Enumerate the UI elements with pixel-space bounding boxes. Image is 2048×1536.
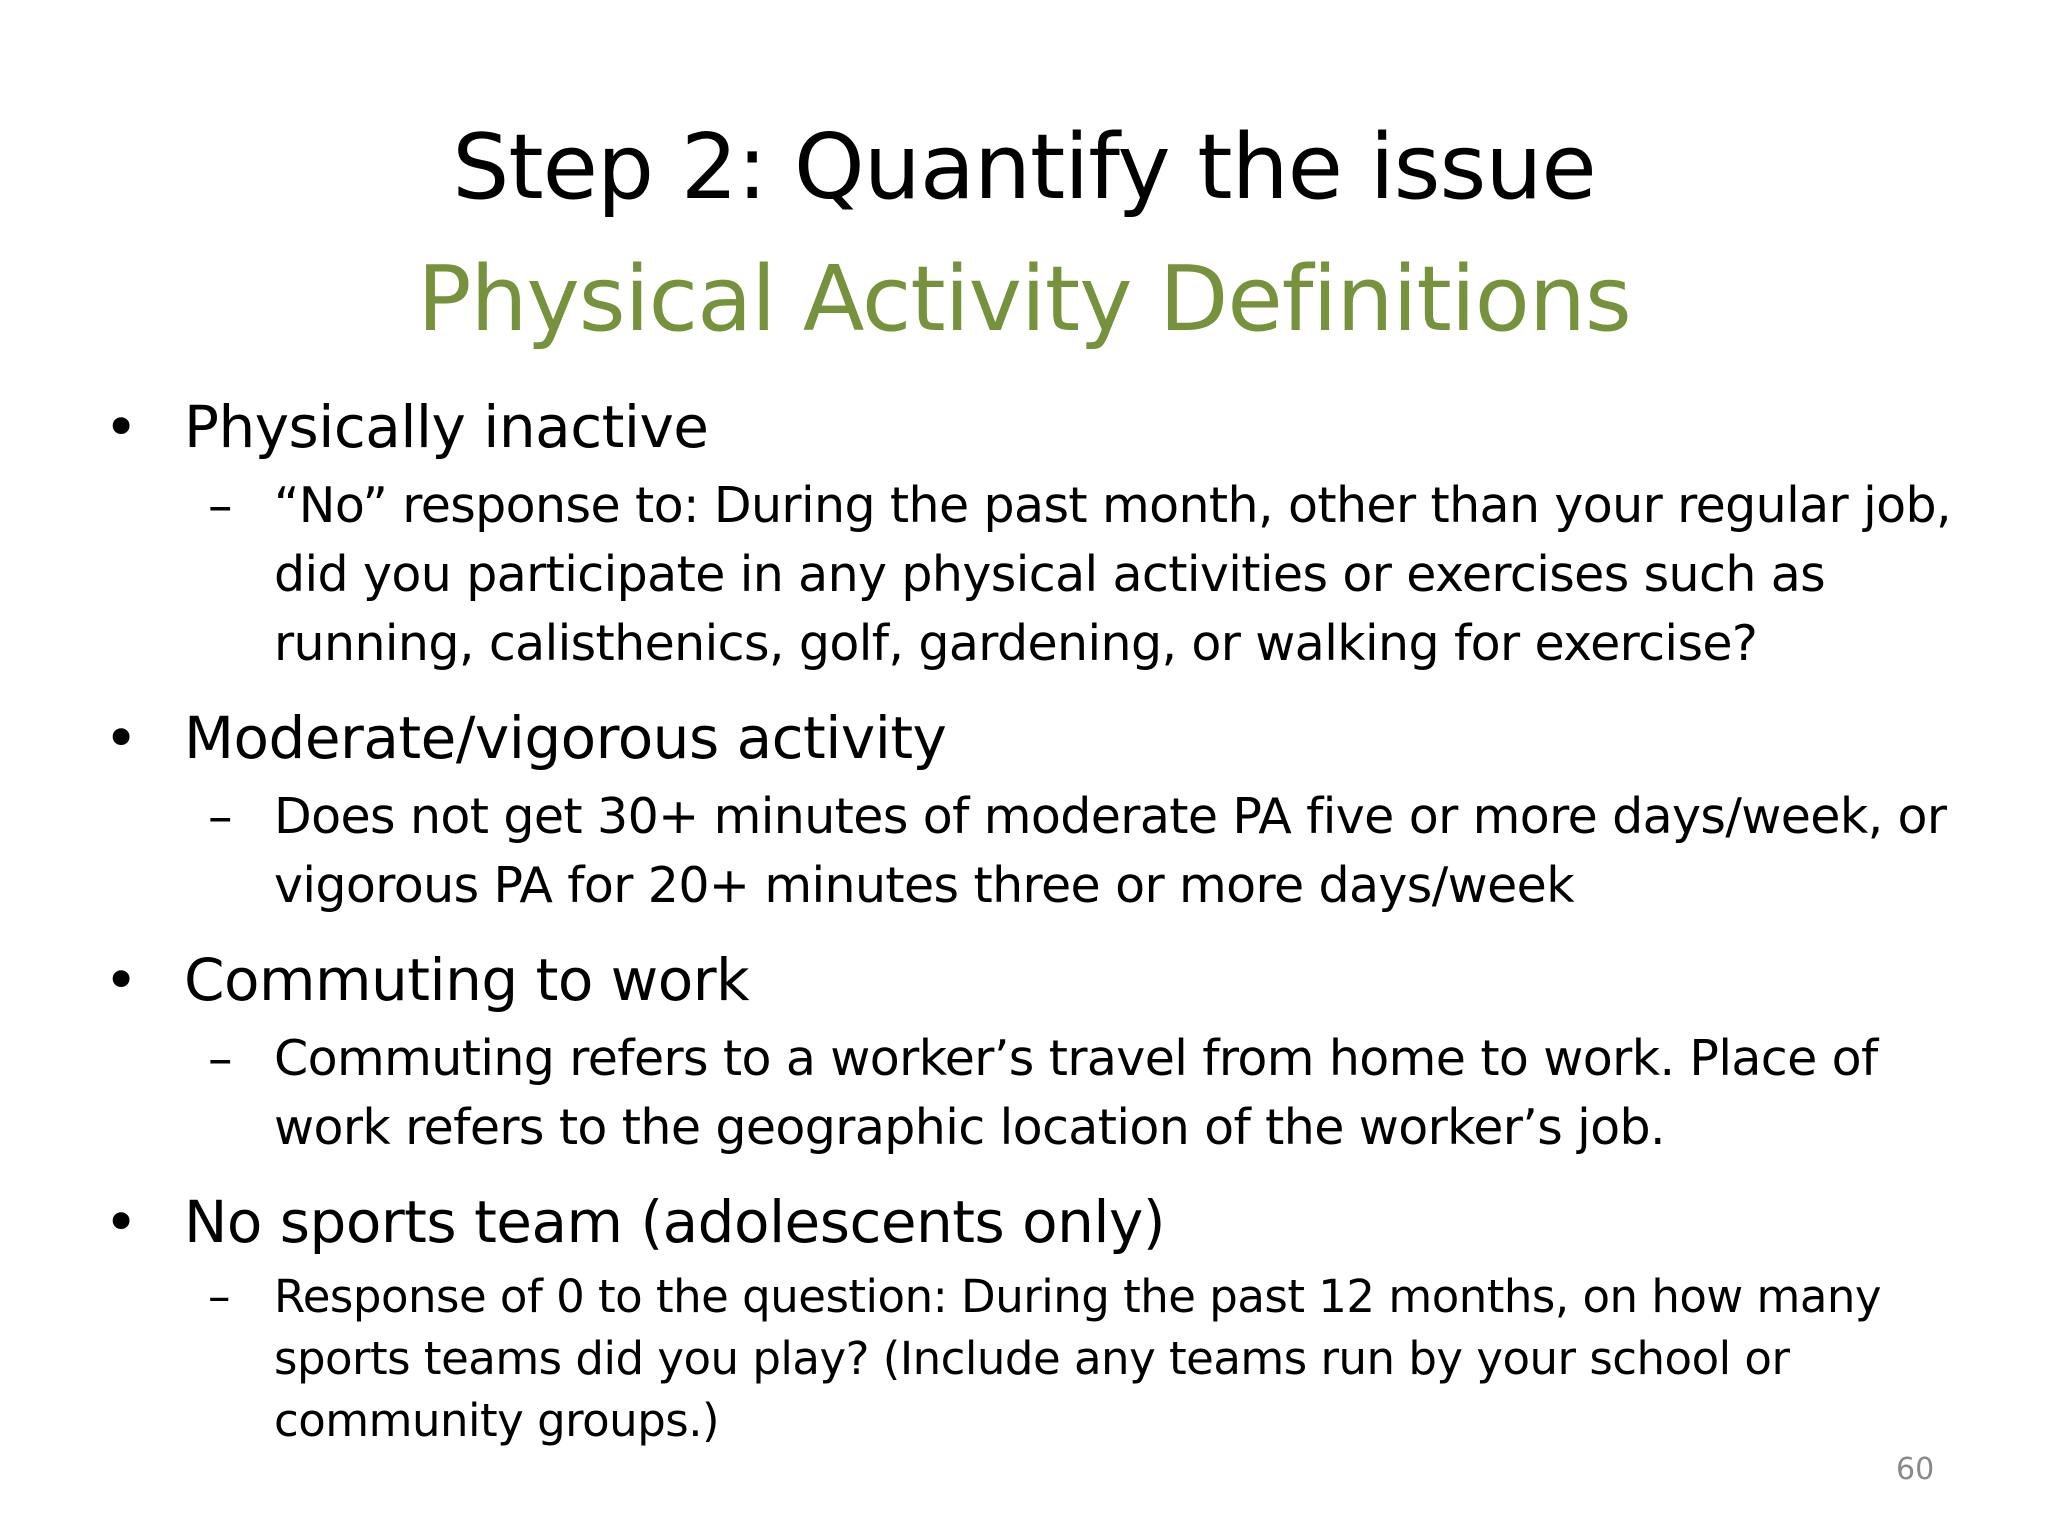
bullet-heading: Physically inactive [184, 393, 709, 461]
dash-marker: – [208, 788, 232, 845]
dash-marker: – [208, 1270, 230, 1323]
bullet-marker: • [104, 946, 138, 1014]
slide-subtitle: Physical Activity Definitions [417, 247, 1631, 352]
bullet-detail: Does not get 30+ minutes of moderate PA five or more days/week, or vigorous PA for 20+ minutes three or more days/week [274, 788, 1947, 914]
bullet-detail: Commuting refers to a worker’s travel from home to work. Place of work refers to the geographic location of the worker’s job. [274, 1030, 1878, 1156]
bullet-heading: No sports team (adolescents only) [184, 1188, 1165, 1256]
bullet-heading: Moderate/vigorous activity [184, 704, 947, 772]
bullet-item-no-sports-team [104, 1180, 1984, 1452]
bullet-marker: • [104, 704, 138, 772]
bullet-detail: “No” response to: During the past month, other than your regular job, did you participate in any physical activities or exercises such as running, calisthenics, golf, gardening, or walking for exercise? [274, 477, 1951, 672]
title-block [0, 108, 2048, 360]
dash-marker: – [208, 477, 232, 534]
page-number: 60 [1896, 1452, 1935, 1487]
bullet-list [104, 385, 1984, 1470]
bullet-item-physically-inactive [104, 385, 1984, 678]
slide-title: Step 2: Quantify the issue [452, 115, 1596, 220]
dash-marker: – [208, 1030, 232, 1087]
bullet-item-moderate-vigorous [104, 696, 1984, 920]
bullet-marker: • [104, 393, 138, 461]
bullet-item-commuting [104, 938, 1984, 1162]
bullet-detail: Response of 0 to the question: During the past 12 months, on how many sports teams did you play? (Include any teams run by your school or community groups.) [274, 1270, 1882, 1447]
bullet-heading: Commuting to work [184, 946, 750, 1014]
bullet-marker: • [104, 1188, 138, 1256]
